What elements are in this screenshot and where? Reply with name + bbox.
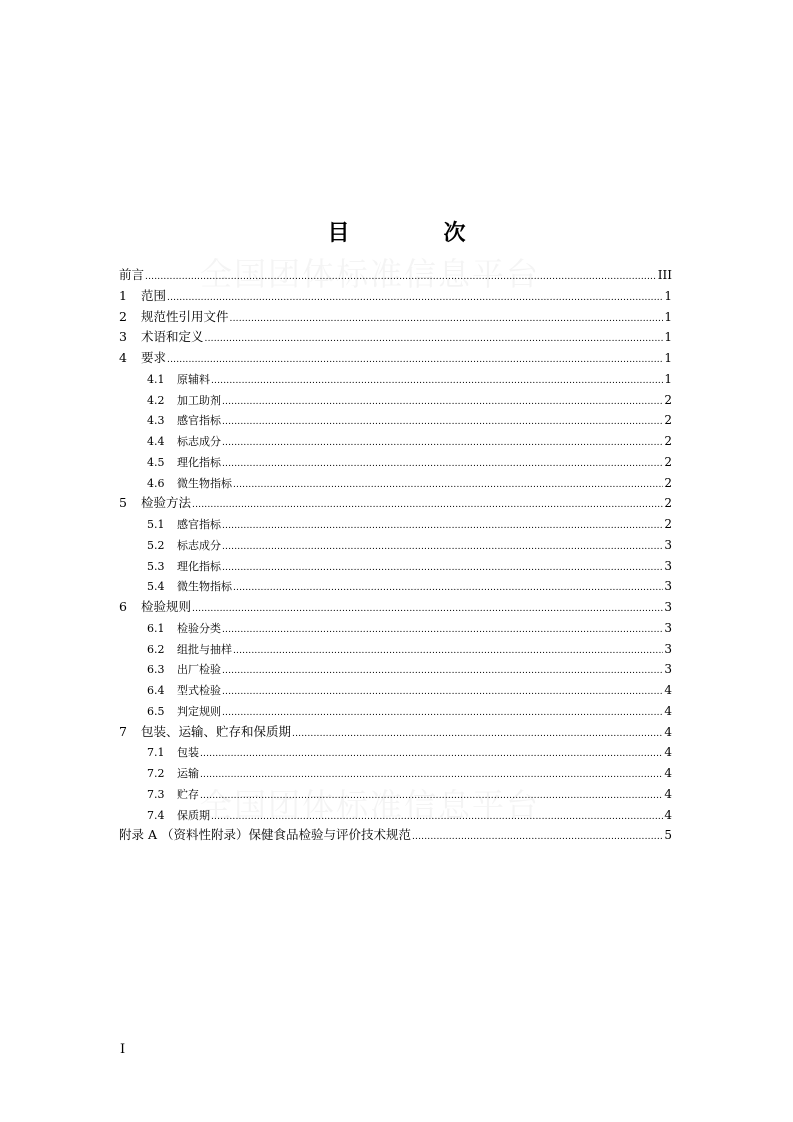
toc-entry[interactable] (119, 307, 672, 328)
toc-entry-number: 5.3 (147, 559, 165, 573)
dot-leader (233, 578, 663, 599)
toc-entry[interactable] (119, 784, 672, 805)
toc-entry-label: 感官指标 (177, 518, 221, 531)
toc-entry-page: 1 (664, 351, 672, 365)
dot-leader (145, 267, 657, 288)
toc-entry[interactable] (119, 618, 672, 639)
toc-entry-label: 组批与抽样 (177, 642, 232, 656)
toc-entry-label: 检验方法 (141, 495, 192, 511)
toc-entry[interactable] (119, 742, 672, 763)
dot-leader (211, 807, 663, 828)
dot-leader (167, 288, 663, 309)
dot-leader (222, 620, 663, 641)
toc-entry-page: 4 (664, 786, 672, 801)
toc-entry-page: 4 (664, 766, 672, 780)
toc-entry-number: 7.3 (147, 787, 165, 801)
toc-entry-number: 4.4 (147, 435, 165, 448)
toc-entry-label: 运输 (177, 767, 199, 780)
toc-entry[interactable] (119, 473, 672, 494)
toc-entry-label: 术语和定义 (141, 329, 204, 345)
page-number: I (120, 1042, 126, 1057)
toc-entry[interactable] (119, 763, 672, 784)
toc-entry[interactable] (119, 597, 672, 618)
toc-entry-number: 6.3 (147, 663, 165, 677)
dot-leader (412, 827, 663, 848)
toc-entry-page: 2 (664, 475, 672, 490)
toc-entry-label: 感官指标 (177, 414, 221, 428)
toc-entry-label: 包装 (177, 746, 199, 760)
dot-leader (292, 724, 663, 745)
toc-entry-label: 前言 (119, 267, 145, 282)
toc-entry-number: 6 (119, 599, 127, 614)
dot-leader (200, 786, 663, 807)
toc-entry-number: 5.1 (147, 518, 165, 531)
toc-entry-number: 4 (119, 350, 127, 365)
toc-entry[interactable] (119, 286, 672, 307)
toc-entry[interactable] (119, 639, 672, 660)
toc-entry-page: 2 (664, 496, 672, 511)
toc-entry-number: 6.1 (147, 621, 165, 635)
toc-entry-page: 1 (664, 309, 672, 324)
dot-leader (230, 309, 664, 330)
toc-entry-label: 微生物指标 (177, 476, 232, 490)
dot-leader (222, 454, 663, 475)
toc-entry-page: 2 (664, 454, 672, 469)
toc-entry-page: 1 (664, 288, 672, 303)
toc-entry[interactable] (119, 576, 672, 597)
toc-entry-label: 型式检验 (177, 684, 221, 697)
dot-leader (222, 412, 663, 433)
toc-entry-label: 附录 A （资料性附录）保健食品检验与评价技术规范 (119, 827, 411, 843)
dot-leader (211, 371, 663, 392)
toc-entry-number: 6.4 (147, 684, 165, 697)
toc-entry[interactable] (119, 369, 672, 390)
toc-entry-page: 4 (664, 724, 672, 739)
toc-entry-number: 7 (119, 723, 127, 739)
toc-entry-label: 规范性引用文件 (141, 308, 229, 324)
toc-entry-page: 3 (664, 620, 672, 635)
toc-entry-label: 包装、运输、贮存和保质期 (141, 723, 292, 739)
toc-entry[interactable] (119, 680, 672, 701)
toc-entry-page: III (657, 268, 672, 282)
toc-entry-label: 范围 (141, 287, 167, 303)
toc-entry-number: 4.3 (147, 414, 165, 428)
toc-entry-page: 3 (664, 641, 672, 656)
toc-entry-label: 检验规则 (141, 599, 192, 614)
toc-entry[interactable] (119, 493, 672, 514)
toc-entry-label: 保质期 (177, 808, 210, 822)
dot-leader (222, 433, 663, 454)
toc-entry-label: 加工助剂 (177, 393, 221, 407)
toc-title: 目 次 (327, 221, 502, 246)
dot-leader (200, 765, 663, 786)
toc-entry-page: 3 (664, 600, 672, 614)
toc-entry-label: 判定规则 (177, 704, 221, 718)
dot-leader (192, 495, 663, 516)
dot-leader (222, 537, 663, 558)
dot-leader (222, 703, 663, 724)
dot-leader (222, 661, 663, 682)
toc-entry-label: 标志成分 (177, 435, 221, 448)
toc-entry-number: 5.2 (147, 538, 165, 552)
dot-leader (205, 329, 664, 350)
toc-entry-page: 2 (664, 517, 672, 531)
toc-entry[interactable] (119, 265, 672, 286)
toc-entry-page: 1 (664, 330, 672, 345)
toc-entry-page: 4 (664, 745, 672, 760)
toc-entry-page: 2 (664, 434, 672, 448)
dot-leader (167, 350, 663, 371)
toc-entry-number: 3 (119, 329, 127, 345)
toc-entry-label: 要求 (141, 350, 167, 365)
toc-entry[interactable] (119, 722, 672, 743)
toc-entry-number: 4.5 (147, 455, 165, 469)
dot-leader (222, 392, 663, 413)
toc-entry-number: 7.4 (147, 808, 165, 822)
toc-entry[interactable] (119, 701, 672, 722)
toc-entry-label: 微生物指标 (177, 580, 232, 594)
toc-entry-number: 6.2 (147, 642, 165, 656)
dot-leader (222, 558, 663, 579)
toc-entry[interactable] (119, 825, 672, 846)
toc-entry[interactable] (119, 659, 672, 680)
toc-entry-number: 7.1 (147, 746, 165, 760)
toc-entry-label: 理化指标 (177, 455, 221, 469)
toc-entry[interactable] (119, 535, 672, 556)
toc-entry-number: 4.6 (147, 476, 165, 490)
toc-entry-number: 2 (119, 308, 127, 324)
toc-entry[interactable] (119, 514, 672, 535)
toc-entry-page: 3 (664, 579, 672, 594)
toc-entry-page: 1 (664, 371, 672, 386)
toc-entry-label: 原辅料 (177, 372, 210, 386)
toc-entry-label: 出厂检验 (177, 663, 221, 677)
toc-entry-number: 6.5 (147, 704, 165, 718)
toc-entry[interactable] (119, 556, 672, 577)
toc-entry-label: 检验分类 (177, 621, 221, 635)
toc-entry-page: 4 (664, 703, 672, 718)
dot-leader (233, 475, 663, 496)
toc-entry[interactable] (119, 452, 672, 473)
toc-entry-page: 5 (664, 828, 672, 843)
dot-leader (222, 516, 663, 537)
toc-entry-page: 3 (664, 558, 672, 573)
toc-entry-number: 5 (119, 495, 127, 511)
toc-entry-label: 标志成分 (177, 538, 221, 552)
toc-entry-page: 3 (664, 537, 672, 552)
toc-entry[interactable] (119, 390, 672, 411)
toc-entry[interactable] (119, 805, 672, 826)
toc-entry[interactable] (119, 431, 672, 452)
toc-entry[interactable] (119, 327, 672, 348)
toc-entry-page: 4 (664, 683, 672, 697)
toc-entry-number: 1 (119, 287, 127, 303)
toc-entry-label: 理化指标 (177, 559, 221, 573)
toc-entry-page: 3 (664, 662, 672, 677)
toc-entry-page: 2 (664, 413, 672, 428)
toc-entry-number: 7.2 (147, 767, 165, 780)
toc-entry-page: 2 (664, 392, 672, 407)
dot-leader (192, 599, 663, 620)
toc-entry[interactable] (119, 410, 672, 431)
dot-leader (200, 744, 663, 765)
dot-leader (222, 682, 663, 703)
table-of-contents (119, 265, 672, 846)
toc-entry-page: 4 (664, 807, 672, 822)
dot-leader (233, 641, 663, 662)
toc-entry-number: 4.2 (147, 393, 165, 407)
toc-entry-number: 4.1 (147, 372, 165, 386)
toc-entry-number: 5.4 (147, 580, 165, 594)
toc-entry-label: 贮存 (177, 787, 199, 801)
toc-entry[interactable] (119, 348, 672, 369)
